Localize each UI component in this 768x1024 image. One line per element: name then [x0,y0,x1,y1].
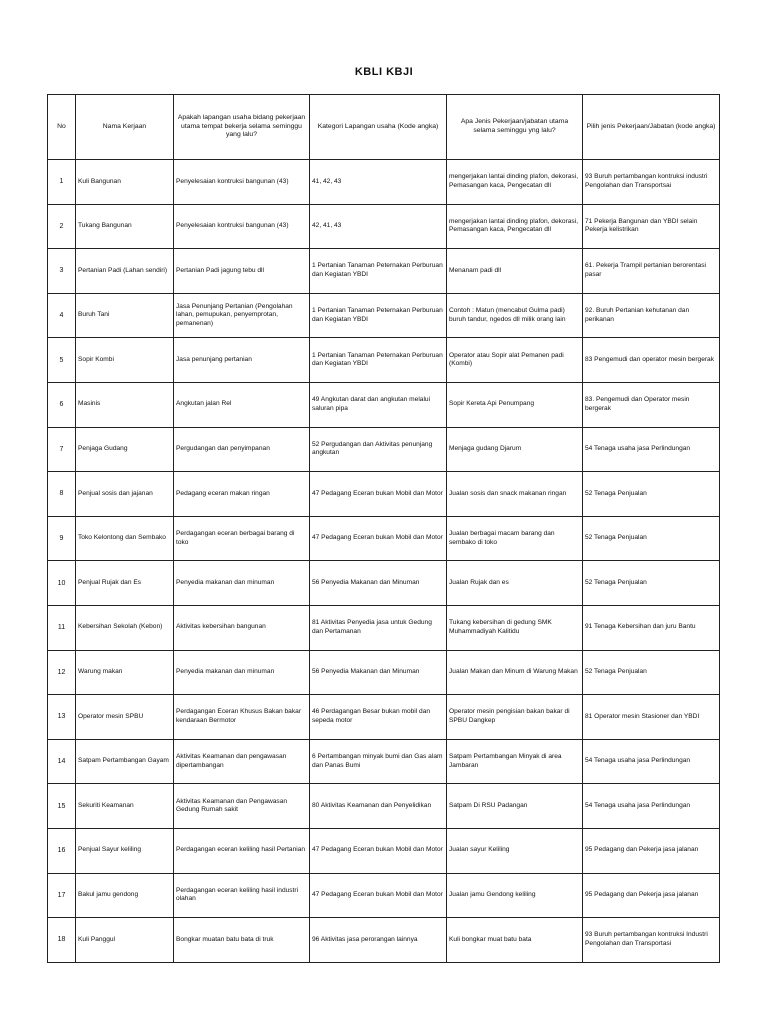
job-code-cell: 54 Tenaga usaha jasa Perlindungan [583,427,720,472]
job-description-cell: Jualan sayur Keliling [447,828,583,873]
job-name-cell: Penjual sosis dan jajanan [76,472,174,517]
job-name-cell: Kuli Panggul [76,918,174,963]
row-number-cell: 3 [48,249,76,294]
business-field-cell: Perdagangan eceran berbagai barang di toko [174,516,310,561]
job-code-cell: 52 Tenaga Penjualan [583,561,720,606]
business-category-cell: 52 Pergudangan dan Aktivitas penunjang angkutan [310,427,447,472]
job-code-cell: 91 Tenaga Kebersihan dan juru Bantu [583,605,720,650]
business-field-cell: Angkutan jalan Rel [174,382,310,427]
job-code-cell: 61. Pekerja Trampil pertanian berorentasi pasar [583,249,720,294]
job-name-cell: Kebersihan Sekolah (Kebon) [76,605,174,650]
business-field-cell: Pergudangan dan penyimpanan [174,427,310,472]
header-nama-kerjaan: Nama Kerjaan [76,95,174,160]
job-name-cell: Sekuriti Keamanan [76,784,174,829]
business-field-cell: Penyedia makanan dan minuman [174,561,310,606]
header-kategori: Kategori Lapangan usaha (Kode angka) [310,95,447,160]
job-code-cell: 83 Pengemudi dan operator mesin bergerak [583,338,720,383]
row-number-cell: 11 [48,605,76,650]
business-field-cell: Pedagang eceran makan ringan [174,472,310,517]
business-field-cell: Penyedia makanan dan minuman [174,650,310,695]
business-field-cell: Penyelesaian kontruksi bangunan (43) [174,160,310,205]
table-row [48,695,720,740]
header-lapangan-usaha: Apakah lapangan usaha bidang pekerjaan utama tempat bekerja selama seminggu yang lalu? [174,95,310,160]
table-row [48,204,720,249]
business-category-cell: 56 Penyedia Makanan dan Minuman [310,561,447,606]
table-row [48,918,720,963]
business-category-cell: 47 Pedagang Eceran bukan Mobil dan Motor [310,828,447,873]
row-number-cell: 15 [48,784,76,829]
job-name-cell: Satpam Pertambangan Gayam [76,739,174,784]
job-code-cell: 95 Pedagang dan Pekerja jasa jalanan [583,828,720,873]
row-number-cell: 4 [48,293,76,338]
business-category-cell: 47 Pedagang Eceran bukan Mobil dan Motor [310,873,447,918]
job-description-cell: Menanam padi dll [447,249,583,294]
job-description-cell: Satpam Pertambangan Minyak di area Jambaran [447,739,583,784]
business-field-cell: Jasa penunjang pertanian [174,338,310,383]
business-field-cell: Aktivitas Keamanan dan Pengawasan Gedung Rumah sakit [174,784,310,829]
job-name-cell: Bakul jamu gendong [76,873,174,918]
business-category-cell: 96 Aktivitas jasa perorangan lainnya [310,918,447,963]
row-number-cell: 6 [48,382,76,427]
business-category-cell: 49 Angkutan darat dan angkutan melalui saluran pipa [310,382,447,427]
job-name-cell: Buruh Tani [76,293,174,338]
header-no: No [48,95,76,160]
table-row [48,427,720,472]
job-name-cell: Operator mesin SPBU [76,695,174,740]
table-row [48,516,720,561]
row-number-cell: 13 [48,695,76,740]
business-field-cell: Perdagangan eceran keliling hasil industri olahan [174,873,310,918]
job-code-cell: 83. Pengemudi dan Operator mesin bergerak [583,382,720,427]
business-category-cell: 1 Pertanian Tanaman Peternakan Perburuan dan Kegiatan YBDI [310,249,447,294]
job-description-cell: Jualan Rujak dan es [447,561,583,606]
job-code-cell: 81 Operator mesin Stasioner dan YBDI [583,695,720,740]
kbli-kbji-table [47,94,720,963]
job-description-cell: Operator atau Sopir alat Pemanen padi (Kombi) [447,338,583,383]
business-category-cell: 6 Pertambangan minyak bumi dan Gas alam dan Panas Bumi [310,739,447,784]
business-field-cell: Perdagangan Eceran Khusus Bakan bakar kendaraan Bermotor [174,695,310,740]
business-category-cell: 41, 42, 43 [310,160,447,205]
job-description-cell: Menjaga gudang Djarum [447,427,583,472]
job-name-cell: Warung makan [76,650,174,695]
row-number-cell: 5 [48,338,76,383]
business-category-cell: 81 Aktivitas Penyedia jasa untuk Gedung dan Pertamanan [310,605,447,650]
table-row [48,873,720,918]
job-name-cell: Penjual Sayur keliling [76,828,174,873]
table-row [48,784,720,829]
job-description-cell: Jualan sosis dan snack makanan ringan [447,472,583,517]
job-code-cell: 95 Pedagang dan Pekerja jasa jalanan [583,873,720,918]
business-field-cell: Jasa Penunjang Pertanian (Pengolahan lahan, pemupukan, penyemprotan, pemanenan) [174,293,310,338]
job-description-cell: Operator mesin pengisian bakan bakar di SPBU Dangkep [447,695,583,740]
job-name-cell: Sopir Kombi [76,338,174,383]
job-description-cell: mengerjakan lantai dinding plafon, dekorasi, Pemasangan kaca, Pengecatan dll [447,160,583,205]
job-code-cell: 92. Buruh Pertanian kehutanan dan perikanan [583,293,720,338]
header-row [48,95,720,160]
row-number-cell: 2 [48,204,76,249]
job-code-cell: 52 Tenaga Penjualan [583,472,720,517]
job-name-cell: Masinis [76,382,174,427]
table-row [48,160,720,205]
row-number-cell: 7 [48,427,76,472]
job-name-cell: Toko Kelontong dan Sembako [76,516,174,561]
job-name-cell: Penjaga Gudang [76,427,174,472]
row-number-cell: 8 [48,472,76,517]
business-category-cell: 1 Pertanian Tanaman Peternakan Perburuan dan Kegiatan YBDI [310,293,447,338]
row-number-cell: 1 [48,160,76,205]
job-code-cell: 52 Tenaga Penjualan [583,650,720,695]
job-code-cell: 71 Pekerja Bangunan dan YBDI selain Pekerja kelistrikan [583,204,720,249]
table-row [48,338,720,383]
table-row [48,561,720,606]
business-category-cell: 56 Penyedia Makanan dan Minuman [310,650,447,695]
job-description-cell: Satpam Di RSU Padangan [447,784,583,829]
job-name-cell: Pertanian Padi (Lahan sendiri) [76,249,174,294]
job-description-cell: Contoh : Matun (mencabut Gulma padi) buruh tandur, ngedos dll milik orang lain [447,293,583,338]
job-code-cell: 93 Buruh pertambangan kontruksi Industri Pengolahan dan Transportasi [583,918,720,963]
row-number-cell: 17 [48,873,76,918]
business-category-cell: 1 Pertanian Tanaman Peternakan Perburuan dan Kegiatan YBDI [310,338,447,383]
job-code-cell: 54 Tenaga usaha jasa Perlindungan [583,739,720,784]
business-field-cell: Aktivitas Keamanan dan pengawasan dipertambangan [174,739,310,784]
job-description-cell: Tukang kebersihan di gedung SMK Muhammadiyah Kalitidu [447,605,583,650]
business-category-cell: 42, 41, 43 [310,204,447,249]
table-row [48,828,720,873]
header-jenis-pekerjaan: Apa Jenis Pekerjaan/jabatan utama selama seminggu yng lalu? [447,95,583,160]
row-number-cell: 16 [48,828,76,873]
table-row [48,249,720,294]
business-field-cell: Aktivitas kebersihan bangunan [174,605,310,650]
table-row [48,650,720,695]
job-name-cell: Penjual Rujak dan Es [76,561,174,606]
job-name-cell: Tukang Bangunan [76,204,174,249]
row-number-cell: 9 [48,516,76,561]
table-row [48,293,720,338]
job-description-cell: Jualan Makan dan Minum di Warung Makan [447,650,583,695]
job-description-cell: Jualan jamu Gendong keliling [447,873,583,918]
job-description-cell: Sopir Kereta Api Penumpang [447,382,583,427]
business-category-cell: 80 Aktivitas Keamanan dan Penyelidikan [310,784,447,829]
job-description-cell: Jualan berbagai macam barang dan sembako di toko [447,516,583,561]
business-field-cell: Pertanian Padi jagung tebu dll [174,249,310,294]
row-number-cell: 10 [48,561,76,606]
table-row [48,382,720,427]
job-name-cell: Kuli Bangunan [76,160,174,205]
business-field-cell: Perdagangan eceran keliling hasil Pertanian [174,828,310,873]
job-description-cell: mengerjakan lantai dinding plafon, dekorasi, Pemasangan kaca, Pengecatan dll [447,204,583,249]
business-category-cell: 47 Pedagang Eceran bukan Mobil dan Motor [310,472,447,517]
job-code-cell: 54 Tenaga usaha jasa Perlindungan [583,784,720,829]
table-row [48,739,720,784]
header-pilih-jenis: Pilih jenis Pekerjaan/Jabatan (kode angka) [583,95,720,160]
table-row [48,605,720,650]
business-field-cell: Bongkar muatan batu bata di truk [174,918,310,963]
job-code-cell: 52 Tenaga Penjualan [583,516,720,561]
row-number-cell: 12 [48,650,76,695]
job-code-cell: 93 Buruh pertambangan kontruksi industri Pengolahan dan Transportsai [583,160,720,205]
table-row [48,472,720,517]
page-title: KBLI KBJI [354,66,414,78]
business-field-cell: Penyelesaian kontruksi bangunan (43) [174,204,310,249]
business-category-cell: 46 Perdagangan Besar bukan mobil dan sepeda motor [310,695,447,740]
business-category-cell: 47 Pedagang Eceran bukan Mobil dan Motor [310,516,447,561]
row-number-cell: 14 [48,739,76,784]
row-number-cell: 18 [48,918,76,963]
job-description-cell: Kuli bongkar muat batu bata [447,918,583,963]
